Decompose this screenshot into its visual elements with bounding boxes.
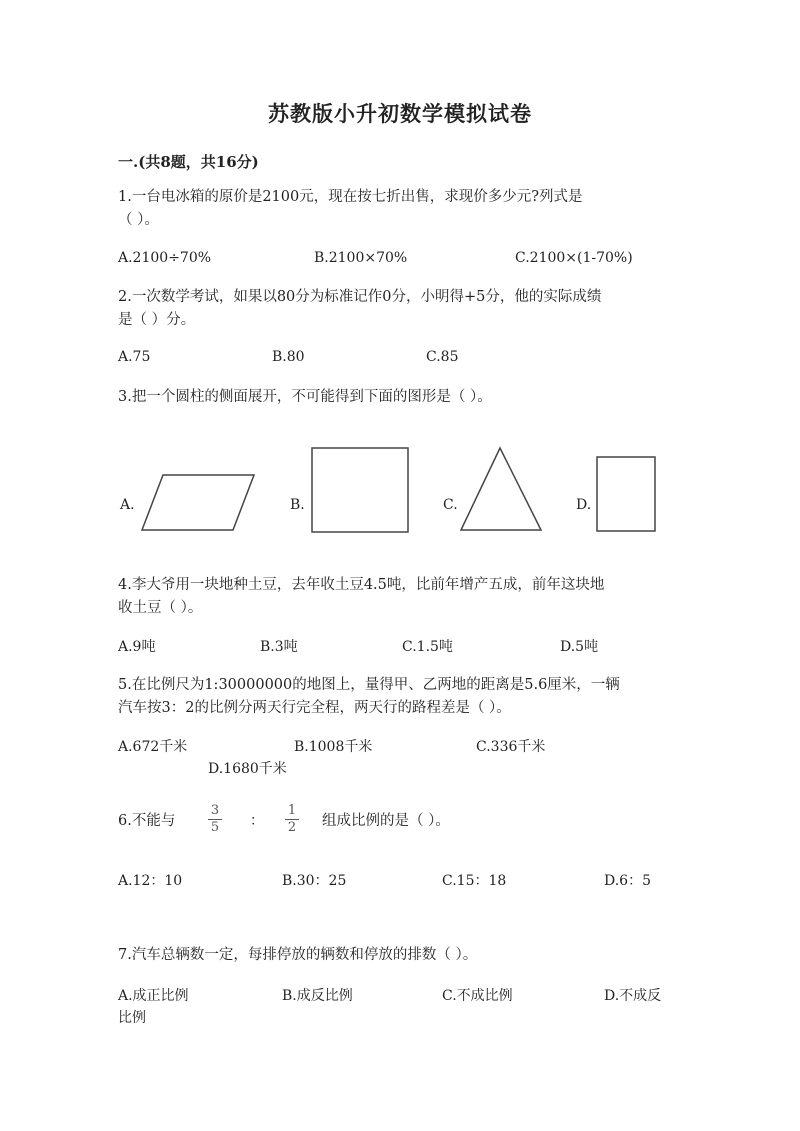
question-1-option-c: C.2100×(1-70%) xyxy=(515,250,633,266)
question-7-option-d: D.不成反 xyxy=(604,988,662,1004)
question-7-option-a: A.成正比例 xyxy=(118,988,189,1004)
question-5-text-line2: 汽车按3：2的比例分两天行完全程，两天行的路程差是（ ）。 xyxy=(118,700,511,716)
question-1-text-line2: （ ）。 xyxy=(118,212,159,228)
question-2-option-b: B.80 xyxy=(272,349,305,365)
question-6-option-d: D.6：5 xyxy=(604,873,651,889)
question-7-option-b: B.成反比例 xyxy=(282,988,353,1004)
question-5-text-line1: 5.在比例尺为1:30000000的地图上，量得甲、乙两地的距离是5.6厘米，一辆 xyxy=(118,677,620,693)
question-1-option-a: A.2100÷70% xyxy=(118,250,212,266)
question-4-option-a: A.9吨 xyxy=(118,639,156,655)
question-4-option-b: B.3吨 xyxy=(260,639,298,655)
fraction-one-half xyxy=(285,804,299,835)
question-4-option-c: C.1.5吨 xyxy=(402,639,453,655)
figure-label-c: C. xyxy=(443,497,458,513)
question-5 xyxy=(118,674,678,720)
question-7-option-c: C.不成比例 xyxy=(442,988,513,1004)
question-6-option-c: C.15：18 xyxy=(442,873,507,889)
question-6-option-a: A.12：10 xyxy=(118,873,183,889)
parallelogram-shape xyxy=(142,475,254,530)
figure-label-d: D. xyxy=(576,497,592,513)
question-7-option-d-wrap: 比例 xyxy=(118,1010,146,1026)
fraction-three-fifths xyxy=(208,804,222,835)
question-1-text-line1: 1.一台电冰箱的原价是2100元，现在按七折出售，求现价多少元?列式是 xyxy=(118,189,583,205)
figure-label-a: A. xyxy=(120,497,135,513)
question-7-text-line1: 7.汽车总辆数一定，每排停放的辆数和停放的排数（ ）。 xyxy=(118,947,478,963)
triangle-shape xyxy=(461,448,541,530)
question-2-text-line2: 是（ ）分。 xyxy=(118,312,196,328)
question-2-option-a: A.75 xyxy=(118,349,151,365)
question-7 xyxy=(118,944,678,967)
question-5-option-d: D.1680千米 xyxy=(208,761,287,777)
rectangle-shape xyxy=(597,457,655,531)
question-5-option-b: B.1008千米 xyxy=(294,739,373,755)
question-6-suffix: 组成比例的是（ ）。 xyxy=(322,813,450,829)
question-4-option-d: D.5吨 xyxy=(560,639,599,655)
question-4-text-line1: 4.李大爷用一块地种土豆，去年收土豆4.5吨，比前年增产五成，前年这块地 xyxy=(118,577,605,593)
question-3-text-line1: 3.把一个圆柱的侧面展开，不可能得到下面的图形是（ ）。 xyxy=(118,389,492,405)
fraction-2-numerator: 1 xyxy=(287,803,297,818)
fraction-2-denominator: 2 xyxy=(287,820,297,835)
question-2-text-line1: 2.一次数学考试，如果以80分为标准记作0分，小明得+5分，他的实际成绩 xyxy=(118,289,602,305)
question-4-text-line2: 收土豆（ ）。 xyxy=(118,600,203,616)
question-5-option-a: A.672千米 xyxy=(118,739,188,755)
question-2-option-c: C.85 xyxy=(426,349,459,365)
section-heading: 一.(共8题，共16分) xyxy=(118,153,259,171)
fraction-1-numerator: 3 xyxy=(210,803,220,818)
fraction-1-denominator: 5 xyxy=(210,820,220,835)
question-6-option-b: B.30：25 xyxy=(282,873,347,889)
ratio-colon: ： xyxy=(250,813,264,829)
square-shape xyxy=(312,448,408,532)
question-6-prefix: 6.不能与 xyxy=(118,813,176,829)
question-4 xyxy=(118,574,678,620)
figure-label-b: B. xyxy=(290,497,305,513)
question-1-option-b: B.2100×70% xyxy=(314,250,408,266)
page-title: 苏教版小升初数学模拟试卷 xyxy=(268,101,532,126)
question-5-option-c: C.336千米 xyxy=(476,739,546,755)
